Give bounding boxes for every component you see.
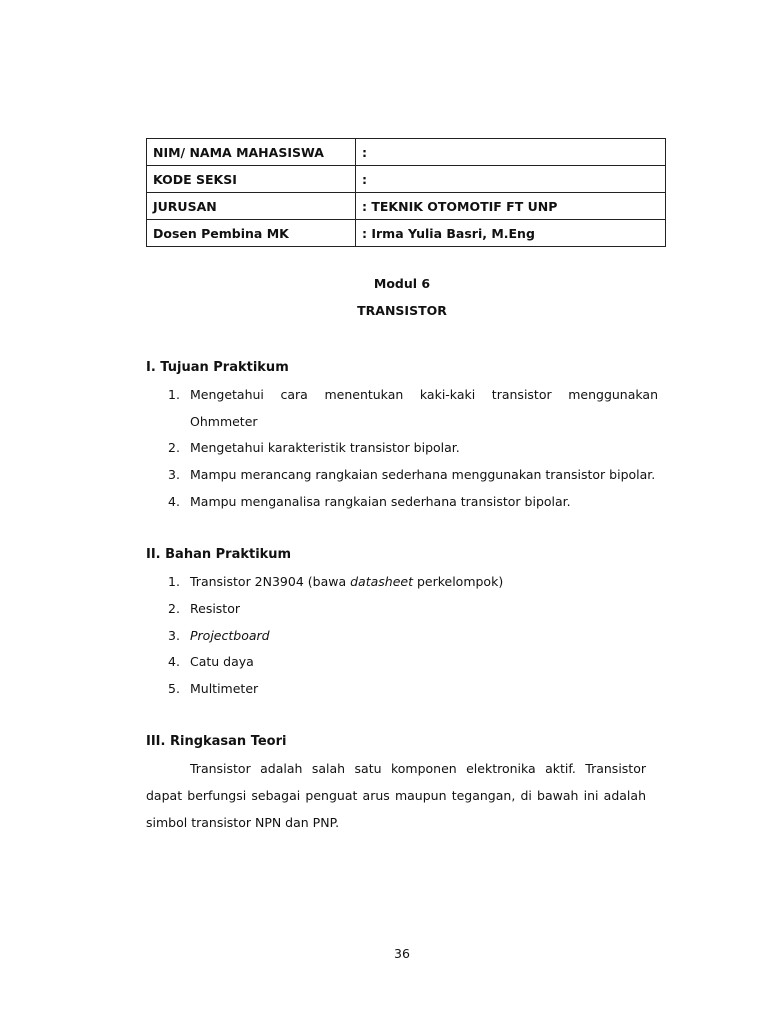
list-text: Ohmmeter [190,414,258,429]
table-row [147,139,666,166]
page-number: 36 [394,946,410,961]
section-heading-objectives: I. Tujuan Praktikum [146,360,289,375]
table-row [147,166,666,193]
table-label: JURUSAN [147,193,356,220]
table-row [147,220,666,247]
text-segment: perkelompok) [412,574,504,589]
table-row [147,193,666,220]
list-number: 5. [168,681,180,696]
list-text: Multimeter [190,681,259,696]
list-text [190,574,658,589]
section-heading-materials: II. Bahan Praktikum [146,547,292,562]
list-text: Mampu merancang rangkaian sederhana menggunakan transistor bipolar. [190,467,656,482]
paragraph-line: Transistor adalah salah satu komponen elektronika aktif. Transistor [190,761,646,776]
module-number: Modul 6 [373,276,431,291]
list-number: 2. [168,601,180,616]
table-value: : TEKNIK OTOMOTIF FT UNP [356,193,666,220]
table-value: : [356,139,666,166]
paragraph-line: simbol transistor NPN dan PNP. [146,815,340,830]
paragraph-line: dapat berfungsi sebagai penguat arus maupun tegangan, di bawah ini adalah [146,788,646,803]
list-text: Mampu menganalisa rangkaian sederhana transistor bipolar. [190,494,571,509]
table-label: NIM/ NAMA MAHASISWA [147,139,356,166]
list-number: 1. [168,574,180,589]
list-text: Catu daya [190,654,254,669]
list-text [190,628,658,643]
text-segment: Transistor 2N3904 (bawa [190,574,351,589]
list-number: 2. [168,440,180,455]
list-number: 1. [168,387,180,402]
table-value: : Irma Yulia Basri, M.Eng [356,220,666,247]
table-label: KODE SEKSI [147,166,356,193]
list-number: 4. [168,654,180,669]
table-label: Dosen Pembina MK [147,220,356,247]
list-number: 3. [168,628,180,643]
list-text: Mengetahui cara menentukan kaki-kaki transistor menggunakan [190,387,658,402]
emphasis-text: Projectboard [190,628,270,643]
emphasis-text: datasheet [350,574,413,589]
module-title: TRANSISTOR [357,303,447,318]
list-text: Mengetahui karakteristik transistor bipolar. [190,440,460,455]
list-number: 3. [168,467,180,482]
table-value: : [356,166,666,193]
section-heading-theory: III. Ringkasan Teori [146,734,287,749]
list-text: Resistor [190,601,240,616]
list-number: 4. [168,494,180,509]
student-info-table [146,138,666,247]
